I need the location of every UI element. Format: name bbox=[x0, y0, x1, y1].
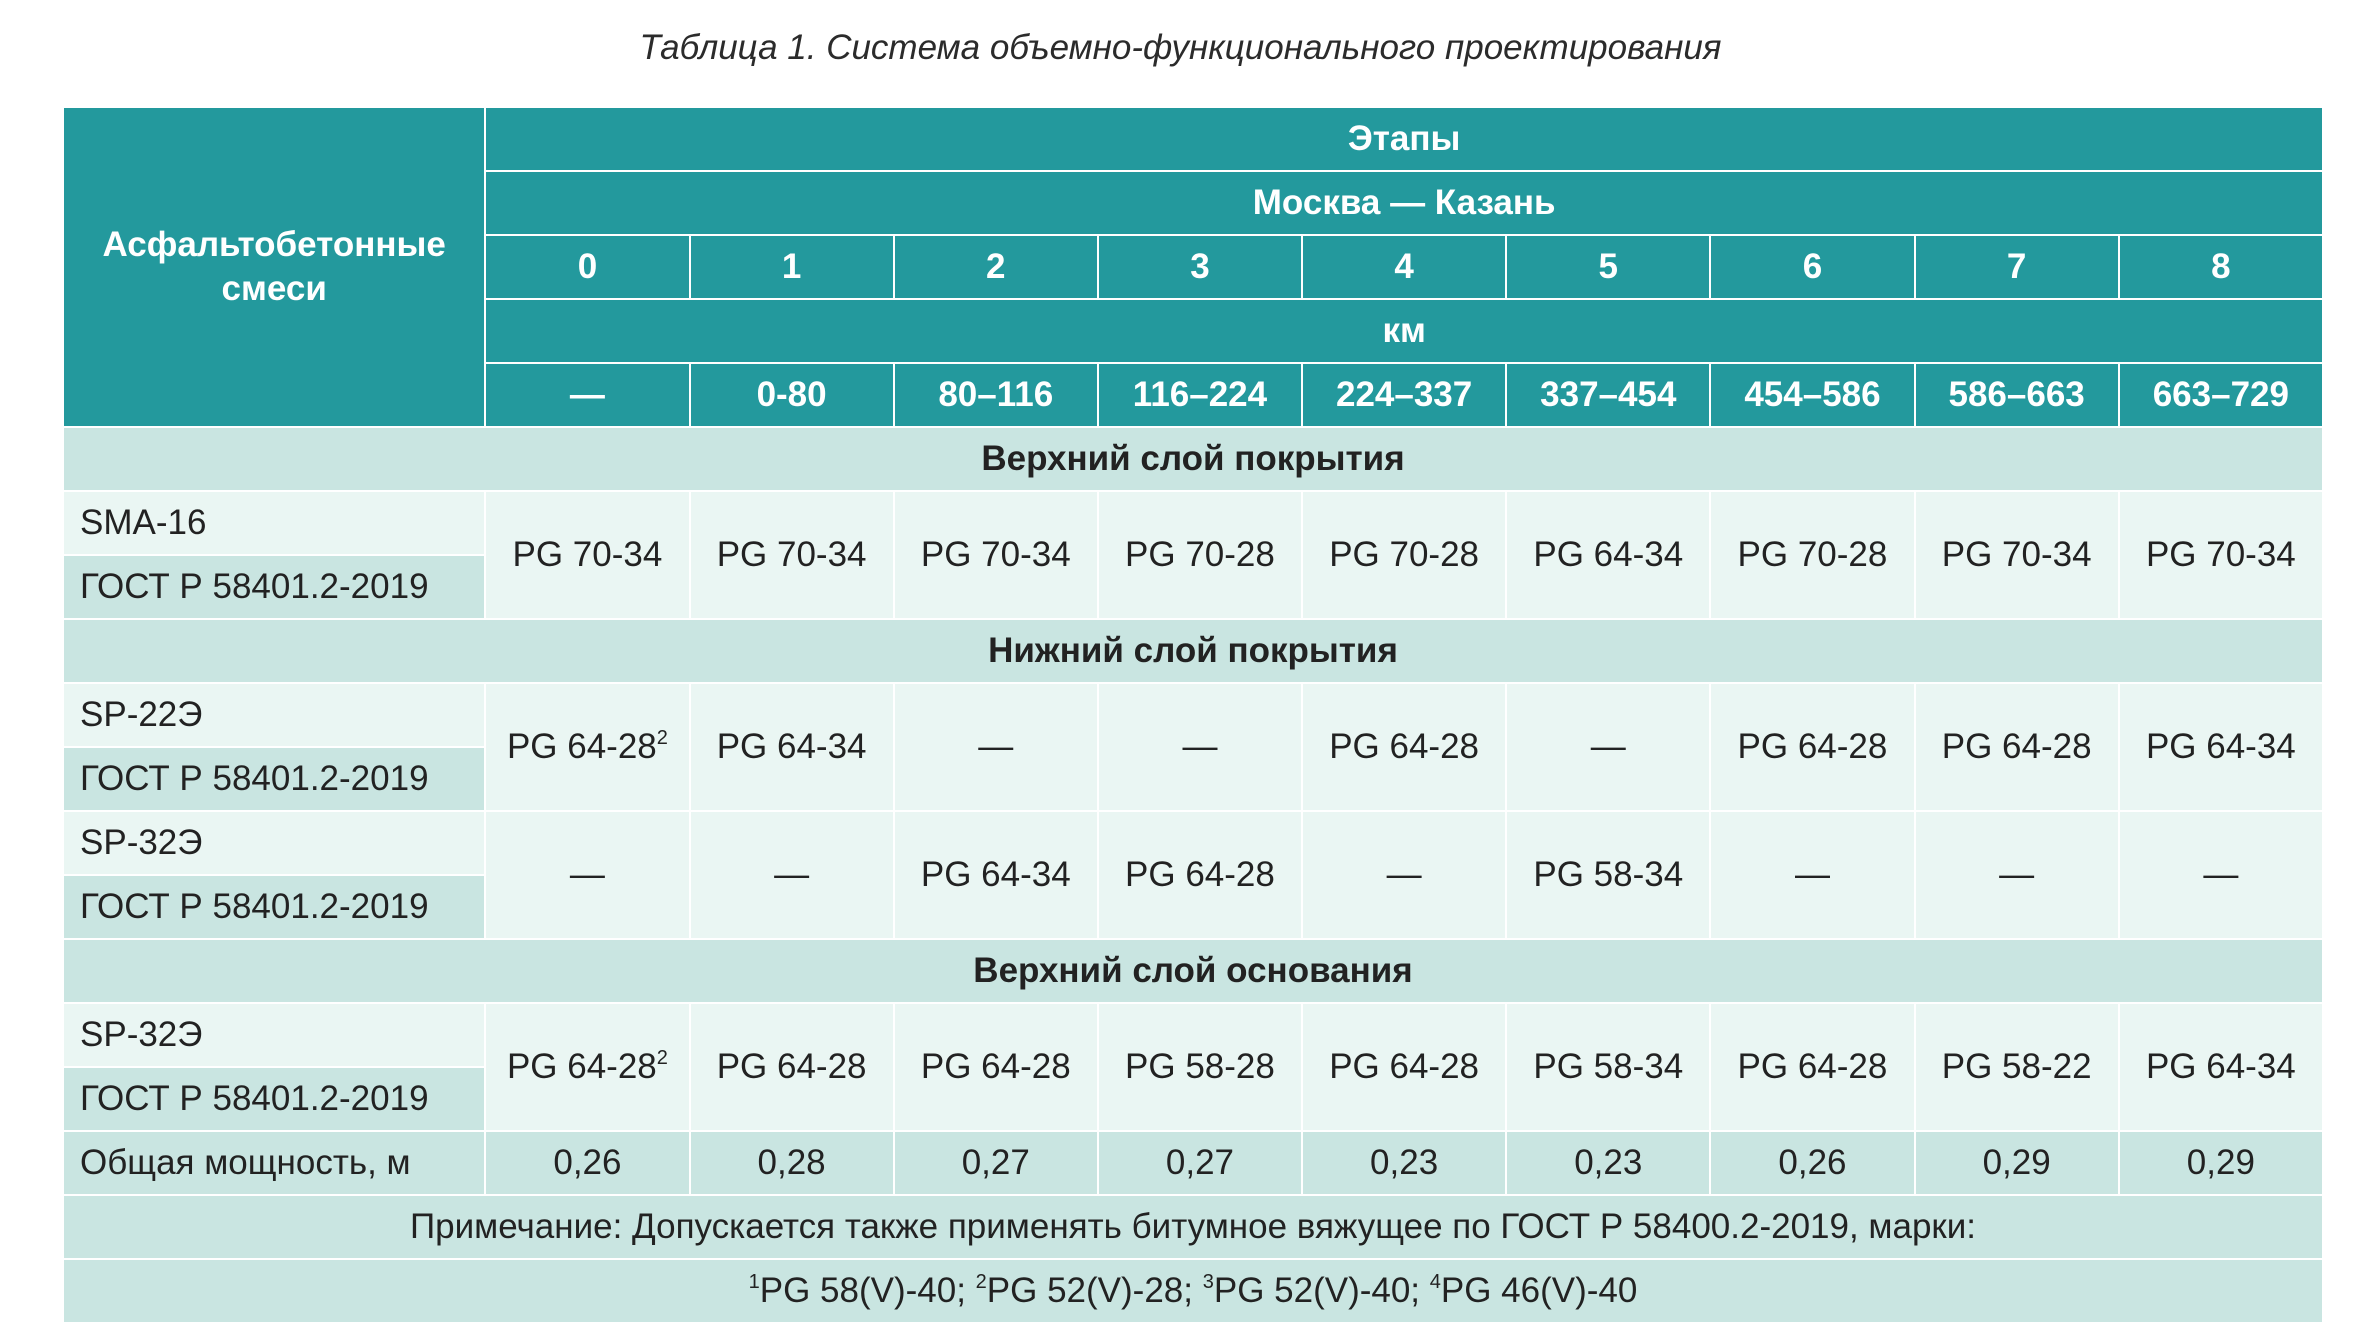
km-range: — bbox=[485, 363, 689, 427]
binder-grade-cell bbox=[894, 811, 1098, 939]
total-value: 0,29 bbox=[2119, 1131, 2323, 1195]
stage-number: 8 bbox=[2119, 235, 2323, 299]
binder-grade: PG 58-28 bbox=[1125, 1047, 1275, 1086]
section-row bbox=[63, 939, 2323, 1003]
binder-grade-cell bbox=[1710, 491, 1914, 619]
km-range: 80–116 bbox=[894, 363, 1098, 427]
table-row bbox=[63, 1003, 2323, 1067]
binder-grade-cell bbox=[690, 1003, 894, 1131]
footnote-mark: 1 bbox=[748, 1271, 760, 1293]
binder-grade: PG 64-34 bbox=[1533, 535, 1684, 574]
route-header: Москва — Казань bbox=[485, 171, 2323, 235]
binder-grade: PG 58-34 bbox=[1533, 855, 1684, 894]
note-row bbox=[63, 1259, 2323, 1323]
binder-grade-cell bbox=[1098, 811, 1302, 939]
binder-grade-cell bbox=[690, 491, 894, 619]
binder-grade: PG 70-34 bbox=[512, 535, 663, 574]
binder-grade: PG 70-34 bbox=[2145, 535, 2296, 574]
stage-number: 1 bbox=[690, 235, 894, 299]
binder-grade-cell bbox=[1098, 683, 1302, 811]
footnote-mark: 2 bbox=[656, 727, 668, 749]
binder-grade-cell bbox=[485, 491, 689, 619]
binder-grade: PG 64-34 bbox=[920, 855, 1071, 894]
binder-grade-cell bbox=[485, 811, 689, 939]
binder-grade: — bbox=[774, 855, 810, 894]
binder-grade: PG 64-28 bbox=[506, 1047, 657, 1086]
section-title: Верхний слой основания bbox=[63, 939, 2323, 1003]
km-range: 586–663 bbox=[1915, 363, 2119, 427]
binder-grade-cell bbox=[2119, 1003, 2323, 1131]
stage-number: 6 bbox=[1710, 235, 1914, 299]
stage-number: 4 bbox=[1302, 235, 1506, 299]
mixes-column-header: Асфальтобетонные смеси bbox=[63, 107, 485, 427]
binder-grade: PG 64-28 bbox=[1125, 855, 1275, 894]
total-value: 0,27 bbox=[894, 1131, 1098, 1195]
table-caption: Таблица 1. Система объемно-функционального проектирования bbox=[639, 28, 1722, 67]
stage-number: 3 bbox=[1098, 235, 1302, 299]
section-row bbox=[63, 619, 2323, 683]
binder-grade-cell bbox=[1302, 491, 1506, 619]
stage-number: 0 bbox=[485, 235, 689, 299]
note-grades bbox=[63, 1259, 2323, 1323]
binder-grade-cell bbox=[1506, 491, 1710, 619]
binder-grade-cell bbox=[1710, 1003, 1914, 1131]
total-value: 0,28 bbox=[690, 1131, 894, 1195]
binder-grade-cell bbox=[1302, 1003, 1506, 1131]
binder-grade: — bbox=[1386, 855, 1422, 894]
footnote-mark: 2 bbox=[656, 1047, 668, 1069]
note-grade: PG 52(V)-40; bbox=[1213, 1271, 1430, 1310]
km-range: 116–224 bbox=[1098, 363, 1302, 427]
binder-grade: PG 64-28 bbox=[1329, 727, 1480, 766]
note-grade: PG 46(V)-40 bbox=[1440, 1271, 1638, 1310]
binder-grade-cell bbox=[1915, 1003, 2119, 1131]
binder-grade-cell bbox=[1915, 491, 2119, 619]
binder-grade: PG 70-34 bbox=[1941, 535, 2092, 574]
binder-grade-cell bbox=[485, 683, 689, 811]
binder-grade: PG 70-28 bbox=[1125, 535, 1275, 574]
binder-grade: — bbox=[1182, 727, 1218, 766]
km-range: 224–337 bbox=[1302, 363, 1506, 427]
section-title: Верхний слой покрытия bbox=[63, 427, 2323, 491]
table-row bbox=[63, 491, 2323, 555]
binder-grade: PG 64-28 bbox=[716, 1047, 867, 1086]
binder-grade-cell bbox=[2119, 683, 2323, 811]
binder-grade: — bbox=[1590, 727, 1626, 766]
binder-grade: PG 70-28 bbox=[1329, 535, 1480, 574]
stage-number: 7 bbox=[1915, 235, 2119, 299]
binder-grade-cell bbox=[690, 683, 894, 811]
binder-grade: PG 64-34 bbox=[716, 727, 867, 766]
total-label: Общая мощность, м bbox=[63, 1131, 485, 1195]
note-text: Примечание: Допускается также применять битумное вяжущее по ГОСТ Р 58400.2-2019, марки: bbox=[63, 1195, 2323, 1259]
mix-name: SP-22Э bbox=[63, 683, 485, 747]
binder-grade-cell bbox=[2119, 491, 2323, 619]
section-row bbox=[63, 427, 2323, 491]
binder-grade: PG 58-22 bbox=[1941, 1047, 2092, 1086]
km-header: км bbox=[485, 299, 2323, 363]
mix-name: SMA-16 bbox=[63, 491, 485, 555]
binder-grade-cell bbox=[894, 683, 1098, 811]
binder-grade: PG 64-28 bbox=[1737, 1047, 1888, 1086]
total-value: 0,27 bbox=[1098, 1131, 1302, 1195]
table-body bbox=[63, 427, 2323, 1323]
mix-standard: ГОСТ Р 58401.2-2019 bbox=[63, 747, 485, 811]
binder-grade: PG 64-28 bbox=[1941, 727, 2092, 766]
binder-grade: PG 64-28 bbox=[1737, 727, 1888, 766]
note-grade: PG 52(V)-28; bbox=[986, 1271, 1203, 1310]
km-range: 0-80 bbox=[690, 363, 894, 427]
table-row bbox=[63, 683, 2323, 747]
table-row bbox=[63, 811, 2323, 875]
total-value: 0,26 bbox=[485, 1131, 689, 1195]
note-row bbox=[63, 1195, 2323, 1259]
footnote-mark: 4 bbox=[1429, 1271, 1441, 1293]
total-value: 0,23 bbox=[1506, 1131, 1710, 1195]
mix-name: SP-32Э bbox=[63, 811, 485, 875]
binder-grade: PG 70-34 bbox=[920, 535, 1071, 574]
stage-number: 2 bbox=[894, 235, 1098, 299]
total-value: 0,23 bbox=[1302, 1131, 1506, 1195]
mix-standard: ГОСТ Р 58401.2-2019 bbox=[63, 555, 485, 619]
binder-grade-cell bbox=[1506, 811, 1710, 939]
mix-standard: ГОСТ Р 58401.2-2019 bbox=[63, 875, 485, 939]
table-header bbox=[63, 107, 2323, 427]
binder-grade-cell bbox=[894, 1003, 1098, 1131]
total-value: 0,29 bbox=[1915, 1131, 2119, 1195]
binder-grade-cell bbox=[1506, 683, 1710, 811]
km-range: 337–454 bbox=[1506, 363, 1710, 427]
binder-grade-cell bbox=[1098, 491, 1302, 619]
binder-grade-cell bbox=[690, 811, 894, 939]
binder-grade: PG 64-28 bbox=[1329, 1047, 1480, 1086]
footnote-mark: 3 bbox=[1202, 1271, 1214, 1293]
binder-grade-cell bbox=[485, 1003, 689, 1131]
binder-grade: — bbox=[1794, 855, 1830, 894]
section-title: Нижний слой покрытия bbox=[63, 619, 2323, 683]
mix-name: SP-32Э bbox=[63, 1003, 485, 1067]
binder-grade: PG 70-28 bbox=[1737, 535, 1888, 574]
binder-grade: PG 64-34 bbox=[2145, 727, 2296, 766]
binder-grade-cell bbox=[1915, 811, 2119, 939]
binder-grade: — bbox=[2203, 855, 2239, 894]
binder-grade: — bbox=[1999, 855, 2035, 894]
binder-grade: — bbox=[978, 727, 1014, 766]
binder-grade: PG 64-28 bbox=[920, 1047, 1071, 1086]
binder-grade: — bbox=[569, 855, 605, 894]
binder-grade: PG 70-34 bbox=[716, 535, 867, 574]
binder-grade: PG 64-34 bbox=[2145, 1047, 2296, 1086]
binder-grade-cell bbox=[1710, 811, 1914, 939]
note-grade: PG 58(V)-40; bbox=[759, 1271, 976, 1310]
total-value: 0,26 bbox=[1710, 1131, 1914, 1195]
binder-grade-cell bbox=[1506, 1003, 1710, 1131]
binder-grade-cell bbox=[1302, 811, 1506, 939]
mix-standard: ГОСТ Р 58401.2-2019 bbox=[63, 1067, 485, 1131]
stage-number: 5 bbox=[1506, 235, 1710, 299]
asphalt-binder-table bbox=[62, 106, 2324, 1324]
binder-grade-cell bbox=[1915, 683, 2119, 811]
footnote-mark: 2 bbox=[975, 1271, 987, 1293]
binder-grade: PG 58-34 bbox=[1533, 1047, 1684, 1086]
stages-header: Этапы bbox=[485, 107, 2323, 171]
binder-grade: PG 64-28 bbox=[506, 727, 657, 766]
total-thickness-row bbox=[63, 1131, 2323, 1195]
binder-grade-cell bbox=[2119, 811, 2323, 939]
km-range: 663–729 bbox=[2119, 363, 2323, 427]
binder-grade-cell bbox=[894, 491, 1098, 619]
binder-grade-cell bbox=[1302, 683, 1506, 811]
binder-grade-cell bbox=[1710, 683, 1914, 811]
binder-grade-cell bbox=[1098, 1003, 1302, 1131]
km-range: 454–586 bbox=[1710, 363, 1914, 427]
